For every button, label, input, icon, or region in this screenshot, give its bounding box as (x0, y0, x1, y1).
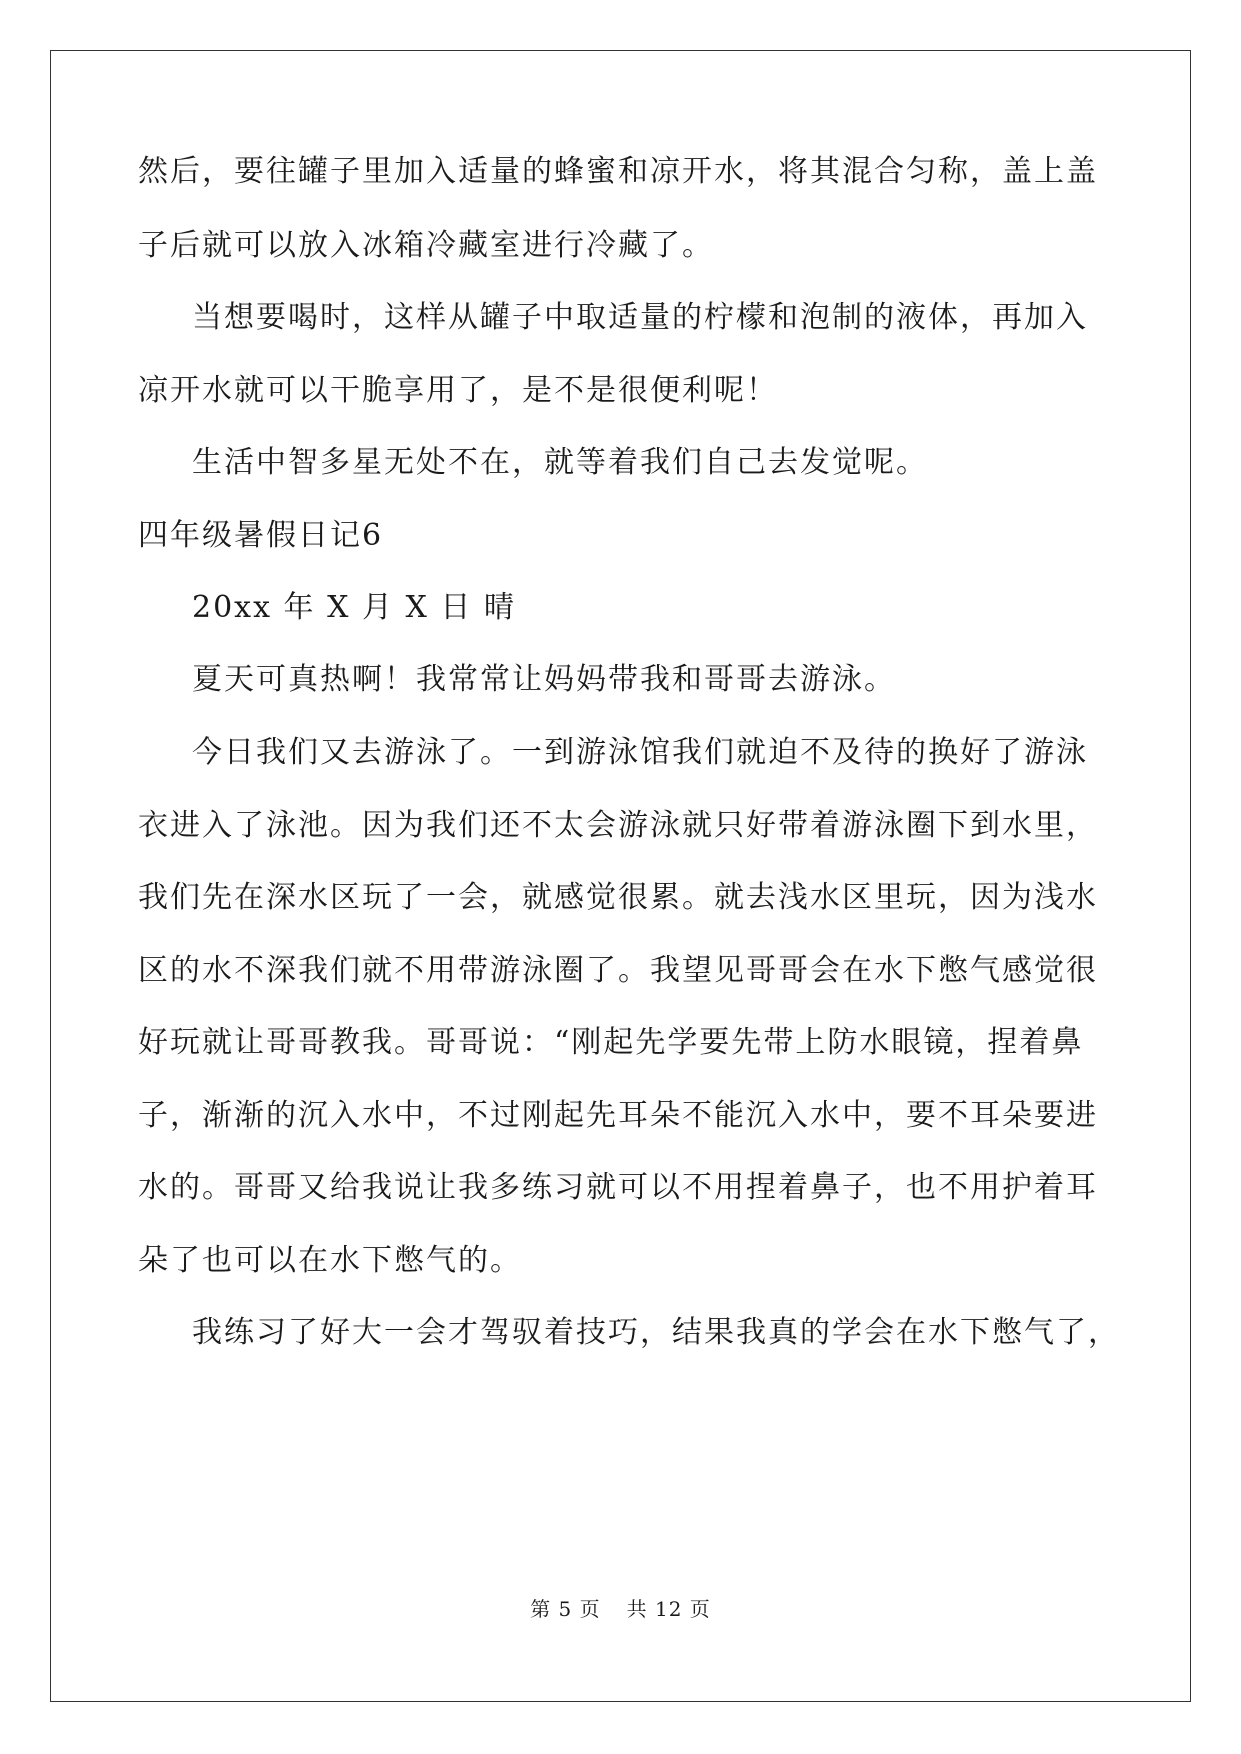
text-line: 水的。哥哥又给我说让我多练习就可以不用捏着鼻子，也不用护着耳 (138, 1170, 1098, 1205)
diary-date: 20xx 年 X 月 X 日 晴 (192, 590, 516, 625)
text-line: 我们先在深水区玩了一会，就感觉很累。就去浅水区里玩，因为浅水 (138, 880, 1098, 915)
text-line: 然后，要往罐子里加入适量的蜂蜜和凉开水，将其混合匀称，盖上盖 (138, 154, 1098, 189)
text-line: 凉开水就可以干脆享用了，是不是很便利呢！ (138, 373, 778, 408)
page-footer (0, 1593, 1241, 1622)
text-line: 夏天可真热啊！我常常让妈妈带我和哥哥去游泳。 (192, 662, 896, 697)
text-line: 衣进入了泳池。因为我们还不太会游泳就只好带着游泳圈下到水里， (138, 808, 1098, 843)
text-line: 子后就可以放入冰箱冷藏室进行冷藏了。 (138, 228, 714, 263)
text-line: 我练习了好大一会才驾驭着技巧，结果我真的学会在水下憋气了， (192, 1315, 1120, 1350)
page-number: 第 5 页 (530, 1597, 601, 1621)
text-line: 子，渐渐的沉入水中，不过刚起先耳朵不能沉入水中，要不耳朵要进 (138, 1098, 1098, 1133)
text-line: 今日我们又去游泳了。一到游泳馆我们就迫不及待的换好了游泳 (192, 735, 1088, 770)
section-heading: 四年级暑假日记6 (138, 518, 384, 553)
text-line: 当想要喝时，这样从罐子中取适量的柠檬和泡制的液体，再加入 (192, 300, 1088, 335)
text-line: 区的水不深我们就不用带游泳圈了。我望见哥哥会在水下憋气感觉很 (138, 953, 1098, 988)
text-line: 朵了也可以在水下憋气的。 (138, 1243, 522, 1278)
text-line: 生活中智多星无处不在，就等着我们自己去发觉呢。 (192, 445, 928, 480)
text-line: 好玩就让哥哥教我。哥哥说：“刚起先学要先带上防水眼镜，捏着鼻 (138, 1025, 1084, 1060)
page-total: 共 12 页 (626, 1597, 711, 1621)
